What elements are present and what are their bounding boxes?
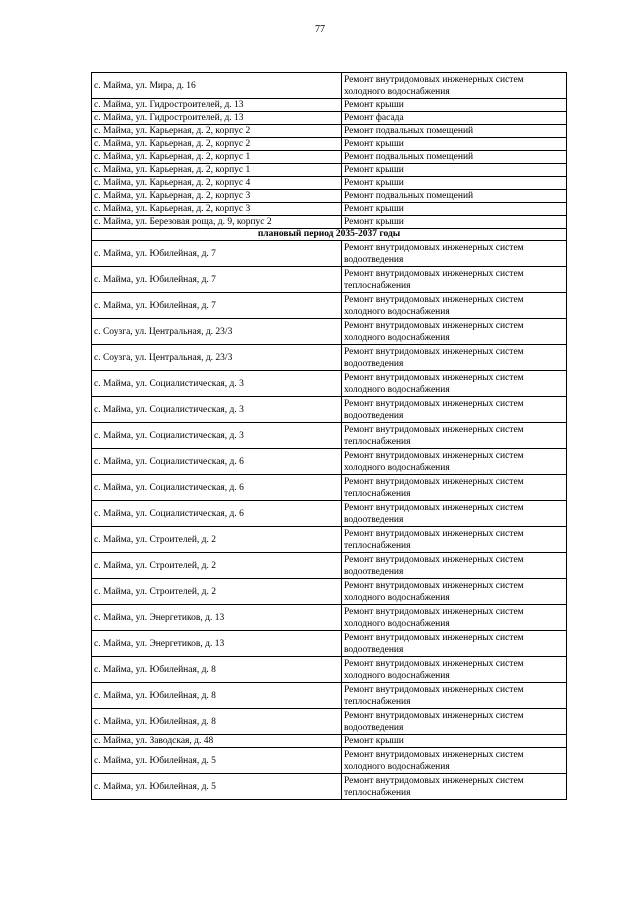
table-row [92, 631, 567, 657]
table-row [92, 164, 567, 177]
address-cell: с. Майма, ул. Гидростроителей, д. 13 [92, 99, 342, 112]
table-row [92, 579, 567, 605]
work-text-line: холодного водоснабжения [344, 384, 450, 395]
address-cell: с. Майма, ул. Юбилейная, д. 7 [92, 241, 342, 267]
address-cell: с. Майма, ул. Карьерная, д. 2, корпус 1 [92, 164, 342, 177]
work-cell [342, 151, 567, 164]
work-text-line: теплоснабжения [344, 488, 411, 499]
work-text-line: холодного водоснабжения [344, 332, 450, 343]
table-row [92, 553, 567, 579]
address-cell: с. Майма, ул. Строителей, д. 2 [92, 579, 342, 605]
work-text-line: водоотведения [344, 566, 404, 577]
work-text-line: теплоснабжения [344, 696, 411, 707]
work-cell [342, 748, 567, 774]
table-row [92, 216, 567, 229]
work-cell [342, 319, 567, 345]
work-cell [342, 125, 567, 138]
table-row [92, 371, 567, 397]
work-text-line: холодного водоснабжения [344, 462, 450, 473]
address-cell: с. Майма, ул. Социалистическая, д. 6 [92, 501, 342, 527]
work-cell [342, 527, 567, 553]
work-text-line: Ремонт внутридомовых инженерных систем [344, 476, 524, 487]
work-text-line: водоотведения [344, 254, 404, 265]
work-cell [342, 423, 567, 449]
work-cell [342, 267, 567, 293]
address-cell: с. Майма, ул. Энергетиков, д. 13 [92, 605, 342, 631]
work-text-line: Ремонт подвальных помещений [344, 152, 474, 162]
work-cell [342, 216, 567, 229]
work-cell [342, 397, 567, 423]
page-number: 77 [315, 24, 325, 35]
work-cell [342, 99, 567, 112]
address-cell: с. Майма, ул. Карьерная, д. 2, корпус 3 [92, 190, 342, 203]
address-cell: с. Соузга, ул. Центральная, д. 23/3 [92, 319, 342, 345]
address-cell: с. Майма, ул. Карьерная, д. 2, корпус 3 [92, 203, 342, 216]
work-cell [342, 579, 567, 605]
address-cell: с. Майма, ул. Березовая роща, д. 9, корпус 2 [92, 216, 342, 229]
work-text-line: Ремонт крыши [344, 100, 404, 110]
table-row [92, 774, 567, 800]
table-row [92, 267, 567, 293]
work-text-line: водоотведения [344, 644, 404, 655]
work-text-line: Ремонт внутридомовых инженерных систем [344, 554, 524, 565]
work-text-line: Ремонт внутридомовых инженерных систем [344, 320, 524, 331]
work-text-line: Ремонт внутридомовых инженерных систем [344, 294, 524, 305]
work-text-line: Ремонт внутридомовых инженерных систем [344, 658, 524, 669]
table-row [92, 501, 567, 527]
period-heading-row [92, 229, 567, 241]
work-text-line: холодного водоснабжения [344, 670, 450, 681]
work-text-line: теплоснабжения [344, 436, 411, 447]
table-row [92, 748, 567, 774]
address-cell: с. Майма, ул. Юбилейная, д. 7 [92, 293, 342, 319]
address-cell: с. Майма, ул. Юбилейная, д. 8 [92, 657, 342, 683]
address-cell: с. Майма, ул. Социалистическая, д. 3 [92, 397, 342, 423]
work-text-line: Ремонт крыши [344, 204, 404, 214]
table-row [92, 241, 567, 267]
work-text-line: Ремонт внутридомовых инженерных систем [344, 632, 524, 643]
table-row [92, 125, 567, 138]
work-text-line: Ремонт внутридомовых инженерных систем [344, 424, 524, 435]
address-cell: с. Майма, ул. Мира, д. 16 [92, 73, 342, 99]
work-cell [342, 241, 567, 267]
address-cell: с. Майма, ул. Карьерная, д. 2, корпус 2 [92, 125, 342, 138]
work-text-line: Ремонт внутридомовых инженерных систем [344, 528, 524, 539]
table-row [92, 345, 567, 371]
address-cell: с. Майма, ул. Юбилейная, д. 5 [92, 774, 342, 800]
work-text-line: водоотведения [344, 514, 404, 525]
work-cell [342, 631, 567, 657]
work-text-line: теплоснабжения [344, 540, 411, 551]
work-text-line: Ремонт фасада [344, 113, 404, 123]
work-text-line: Ремонт крыши [344, 217, 404, 227]
work-cell [342, 735, 567, 748]
address-cell: с. Майма, ул. Энергетиков, д. 13 [92, 631, 342, 657]
work-text-line: Ремонт крыши [344, 178, 404, 188]
work-text-line: Ремонт внутридомовых инженерных систем [344, 775, 524, 786]
address-cell: с. Майма, ул. Карьерная, д. 2, корпус 1 [92, 151, 342, 164]
work-text-line: теплоснабжения [344, 787, 411, 798]
work-cell [342, 709, 567, 735]
work-cell [342, 190, 567, 203]
table-row [92, 138, 567, 151]
address-cell: с. Майма, ул. Гидростроителей, д. 13 [92, 112, 342, 125]
work-text-line: теплоснабжения [344, 280, 411, 291]
work-cell [342, 73, 567, 99]
work-cell [342, 138, 567, 151]
address-cell: с. Майма, ул. Заводская, д. 48 [92, 735, 342, 748]
address-cell: с. Майма, ул. Карьерная, д. 2, корпус 2 [92, 138, 342, 151]
work-text-line: Ремонт внутридомовых инженерных систем [344, 372, 524, 383]
address-cell: с. Майма, ул. Юбилейная, д. 8 [92, 709, 342, 735]
work-cell [342, 683, 567, 709]
work-cell [342, 371, 567, 397]
table-row [92, 605, 567, 631]
table-row [92, 527, 567, 553]
table-row [92, 735, 567, 748]
work-text-line: водоотведения [344, 722, 404, 733]
work-cell [342, 475, 567, 501]
work-text-line: холодного водоснабжения [344, 306, 450, 317]
work-text-line: холодного водоснабжения [344, 86, 450, 97]
work-cell [342, 177, 567, 190]
work-cell [342, 112, 567, 125]
work-text-line: Ремонт внутридомовых инженерных систем [344, 684, 524, 695]
table-row [92, 475, 567, 501]
work-text-line: Ремонт внутридомовых инженерных систем [344, 606, 524, 617]
work-text-line: Ремонт внутридомовых инженерных систем [344, 450, 524, 461]
work-text-line: Ремонт подвальных помещений [344, 191, 474, 201]
table-row [92, 423, 567, 449]
table-row [92, 151, 567, 164]
work-text-line: Ремонт внутридомовых инженерных систем [344, 580, 524, 591]
work-text-line: Ремонт внутридомовых инженерных систем [344, 242, 524, 253]
table-row [92, 709, 567, 735]
work-cell [342, 501, 567, 527]
table-row [92, 99, 567, 112]
work-cell [342, 605, 567, 631]
table-row [92, 319, 567, 345]
table-row [92, 449, 567, 475]
table-row [92, 203, 567, 216]
work-cell [342, 164, 567, 177]
work-text-line: водоотведения [344, 358, 404, 369]
address-cell: с. Майма, ул. Юбилейная, д. 7 [92, 267, 342, 293]
address-cell: с. Соузга, ул. Центральная, д. 23/3 [92, 345, 342, 371]
work-text-line: Ремонт внутридомовых инженерных систем [344, 268, 524, 279]
table-row [92, 177, 567, 190]
table-row [92, 293, 567, 319]
work-text-line: Ремонт внутридомовых инженерных систем [344, 749, 524, 760]
address-cell: с. Майма, ул. Строителей, д. 2 [92, 527, 342, 553]
work-cell [342, 657, 567, 683]
address-cell: с. Майма, ул. Социалистическая, д. 3 [92, 423, 342, 449]
work-text-line: Ремонт крыши [344, 165, 404, 175]
work-text-line: холодного водоснабжения [344, 592, 450, 603]
work-text-line: холодного водоснабжения [344, 761, 450, 772]
period-heading: плановый период 2035-2037 годы [92, 229, 567, 241]
table-row [92, 683, 567, 709]
work-cell [342, 774, 567, 800]
work-cell [342, 553, 567, 579]
repair-works-table-body [92, 73, 567, 800]
work-text-line: водоотведения [344, 410, 404, 421]
address-cell: с. Майма, ул. Юбилейная, д. 5 [92, 748, 342, 774]
work-text-line: Ремонт крыши [344, 736, 404, 746]
address-cell: с. Майма, ул. Строителей, д. 2 [92, 553, 342, 579]
table-row [92, 190, 567, 203]
repair-works-table [91, 72, 567, 800]
address-cell: с. Майма, ул. Карьерная, д. 2, корпус 4 [92, 177, 342, 190]
table-row [92, 112, 567, 125]
table-row [92, 657, 567, 683]
work-cell [342, 449, 567, 475]
address-cell: с. Майма, ул. Социалистическая, д. 6 [92, 475, 342, 501]
work-text-line: Ремонт подвальных помещений [344, 126, 474, 136]
address-cell: с. Майма, ул. Социалистическая, д. 6 [92, 449, 342, 475]
work-cell [342, 203, 567, 216]
work-text-line: Ремонт крыши [344, 139, 404, 149]
address-cell: с. Майма, ул. Социалистическая, д. 3 [92, 371, 342, 397]
table-row [92, 397, 567, 423]
work-text-line: Ремонт внутридомовых инженерных систем [344, 74, 524, 85]
address-cell: с. Майма, ул. Юбилейная, д. 8 [92, 683, 342, 709]
work-text-line: холодного водоснабжения [344, 618, 450, 629]
work-text-line: Ремонт внутридомовых инженерных систем [344, 502, 524, 513]
work-cell [342, 345, 567, 371]
table-row [92, 73, 567, 99]
work-cell [342, 293, 567, 319]
work-text-line: Ремонт внутридомовых инженерных систем [344, 346, 524, 357]
work-text-line: Ремонт внутридомовых инженерных систем [344, 398, 524, 409]
work-text-line: Ремонт внутридомовых инженерных систем [344, 710, 524, 721]
